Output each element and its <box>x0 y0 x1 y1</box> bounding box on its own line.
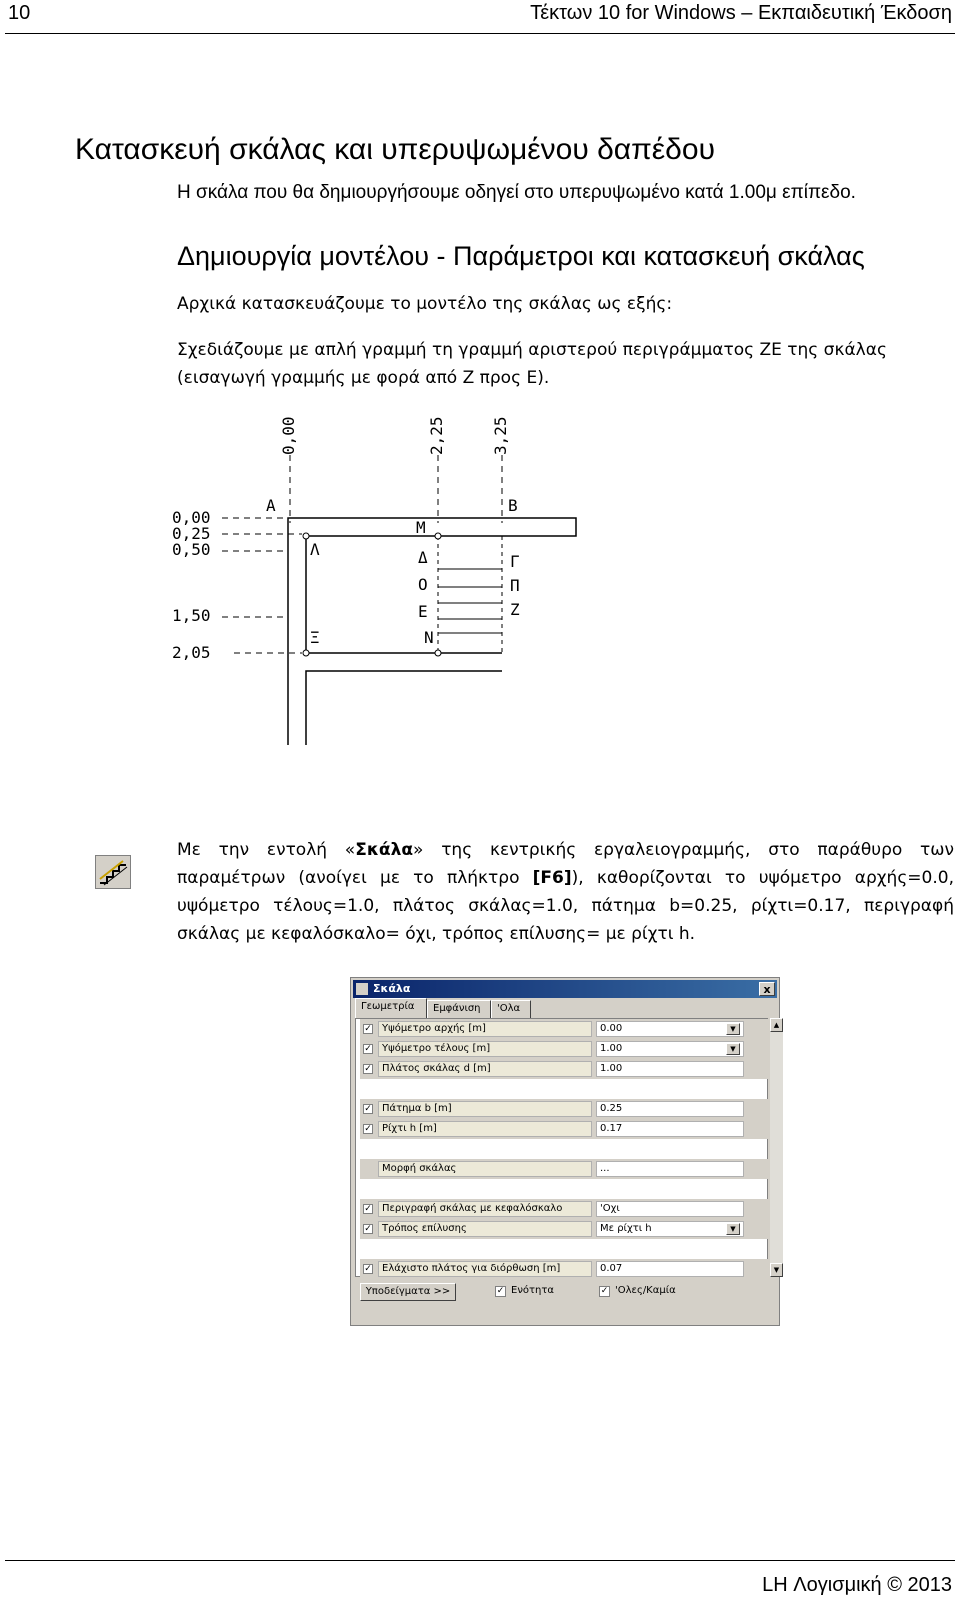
point-B: Β <box>508 496 518 515</box>
row-value[interactable]: 0.07 <box>596 1261 744 1277</box>
tab-appearance[interactable]: Εμφάνιση <box>427 1000 491 1018</box>
command-name: Σκάλα <box>355 840 414 860</box>
left-label-4: 2,05 <box>172 643 211 662</box>
row-label: Πλάτος σκάλας d [m] <box>378 1061 592 1077</box>
row-start-elevation <box>360 1019 769 1039</box>
top-label-0: 0,00 <box>279 416 298 455</box>
left-label-2: 0,50 <box>172 540 211 559</box>
page-number: 10 <box>8 2 31 24</box>
row-checkbox[interactable]: ✓ <box>364 1064 372 1074</box>
running-header-title: Τέκτων 10 for Windows – Εκπαιδευτική Έκδοση <box>530 2 952 24</box>
top-label-1: 2,25 <box>427 416 446 455</box>
row-label: Υψόμετρο αρχής [m] <box>378 1021 592 1037</box>
point-Z: Ζ <box>510 600 520 619</box>
row-landing-description <box>360 1199 769 1219</box>
point-O: Ο <box>418 575 428 594</box>
row-label: Ελάχιστο πλάτος για διόρθωση [m] <box>378 1261 592 1277</box>
row-solution-method <box>360 1219 769 1239</box>
row-end-elevation <box>360 1039 769 1059</box>
footer-rule <box>5 1560 955 1561</box>
dialog-title: Σκάλα <box>373 982 411 995</box>
vertical-scrollbar[interactable] <box>770 1018 783 1277</box>
stair-dialog <box>350 977 780 1326</box>
point-G: Γ <box>510 552 520 571</box>
all-none-checkbox[interactable]: ✓ <box>600 1286 609 1296</box>
stair-tool-icon <box>95 855 131 889</box>
point-N: Ν <box>424 628 434 647</box>
page-header <box>0 0 960 36</box>
row-value[interactable]: Με ρίχτι h <box>596 1221 744 1237</box>
row-stair-width <box>360 1059 769 1079</box>
point-A: Α <box>266 496 276 515</box>
left-label-0: 0,00 <box>172 508 211 527</box>
subsection-title: Δημιουργία μοντέλου - Παράμετροι και κατασκευή σκάλας <box>177 241 865 271</box>
row-checkbox[interactable]: ✓ <box>364 1124 372 1134</box>
row-label: Τρόπος επίλυσης <box>378 1221 592 1237</box>
dialog-titlebar <box>353 980 777 998</box>
point-L: Λ <box>310 540 320 559</box>
row-value[interactable]: 1.00 <box>596 1041 744 1057</box>
row-value[interactable]: 1.00 <box>596 1061 744 1077</box>
left-label-1: 0,25 <box>172 524 211 543</box>
tab-geometry[interactable]: Γεωμετρία <box>355 998 427 1019</box>
row-value[interactable]: ... <box>596 1161 744 1177</box>
row-label: Μορφή σκάλας <box>378 1161 592 1177</box>
row-value[interactable]: 0.17 <box>596 1121 744 1137</box>
dialog-app-icon <box>356 983 368 995</box>
all-none-checkbox-label: 'Ολες/Καμία <box>615 1285 676 1296</box>
scroll-down-icon[interactable]: ▼ <box>770 1263 783 1277</box>
row-checkbox[interactable]: ✓ <box>364 1044 372 1054</box>
row-checkbox[interactable]: ✓ <box>364 1204 372 1214</box>
row-tread <box>360 1099 769 1119</box>
paragraph-3: Με την εντολή «Σκάλα» της κεντρικής εργαλειογραμμής, στο παράθυρο των παραμέτρων (ανοίγει με το πλήκτρο [F6]), καθορίζονται το υψόμετρο αρχής=0.0, υψόμετρο τέλους=1.0, πλάτος σκάλας=1.0, πάτημα b=0.25, ρίχτι=0.17, περιγραφή σκάλας με κεφαλόσκαλο= όχι, τρόπος επίλυσης= με ρίχτι h. <box>177 840 954 944</box>
dropdown-arrow-icon[interactable]: ▼ <box>726 1223 740 1235</box>
scroll-up-icon[interactable]: ▲ <box>770 1018 783 1032</box>
row-stair-shape <box>360 1159 769 1179</box>
close-icon[interactable]: x <box>759 982 775 996</box>
dropdown-arrow-icon[interactable]: ▼ <box>726 1043 740 1055</box>
row-value[interactable]: 0.00 <box>596 1021 744 1037</box>
header-rule <box>5 33 955 34</box>
left-label-3: 1,50 <box>172 606 211 625</box>
section-title: Κατασκευή σκάλας και υπερυψωμένου δαπέδου <box>75 133 715 166</box>
row-checkbox[interactable]: ✓ <box>364 1264 372 1274</box>
tab-all[interactable]: 'Ολα <box>491 1000 531 1018</box>
row-label: Ρίχτι h [m] <box>378 1121 592 1137</box>
row-label: Υψόμετρο τέλους [m] <box>378 1041 592 1057</box>
top-label-2: 3,25 <box>491 416 510 455</box>
row-min-width <box>360 1259 769 1279</box>
paragraph-1: Αρχικά κατασκευάζουμε το μοντέλο της σκάλας ως εξής: <box>177 294 673 314</box>
row-checkbox[interactable]: ✓ <box>364 1024 372 1034</box>
row-value[interactable]: 0.25 <box>596 1101 744 1117</box>
row-riser <box>360 1119 769 1139</box>
point-D: Δ <box>418 548 428 567</box>
dialog-bottom-bar <box>355 1280 775 1304</box>
point-P: Π <box>510 576 520 595</box>
templates-button[interactable]: Υποδείγματα >> <box>360 1283 456 1301</box>
key-name: [F6] <box>532 868 572 888</box>
point-M: Μ <box>416 518 426 537</box>
paragraph-2: Σχεδιάζουμε με απλή γραμμή τη γραμμή αριστερού περιγράμματος ΖΕ της σκάλας (εισαγωγή γραμμής με φορά από Ζ προς Ε). <box>177 340 887 388</box>
row-checkbox[interactable]: ✓ <box>364 1224 372 1234</box>
row-value[interactable]: 'Οχι <box>596 1201 744 1217</box>
intro-paragraph: Η σκάλα που θα δημιουργήσουμε οδηγεί στο υπερυψωμένο κατά 1.00μ επίπεδο. <box>177 182 856 203</box>
property-grid <box>355 1018 768 1277</box>
footer-text: LH Λογισμική © 2013 <box>762 1574 952 1596</box>
dropdown-arrow-icon[interactable]: ▼ <box>726 1023 740 1035</box>
row-checkbox[interactable]: ✓ <box>364 1104 372 1114</box>
stair-drawing <box>170 405 590 755</box>
section-checkbox[interactable]: ✓ <box>496 1286 505 1296</box>
point-X: Ξ <box>310 628 320 647</box>
row-label: Περιγραφή σκάλας με κεφαλόσκαλο <box>378 1201 592 1217</box>
point-E: Ε <box>418 602 428 621</box>
section-checkbox-label: Ενότητα <box>511 1285 554 1296</box>
row-label: Πάτημα b [m] <box>378 1101 592 1117</box>
